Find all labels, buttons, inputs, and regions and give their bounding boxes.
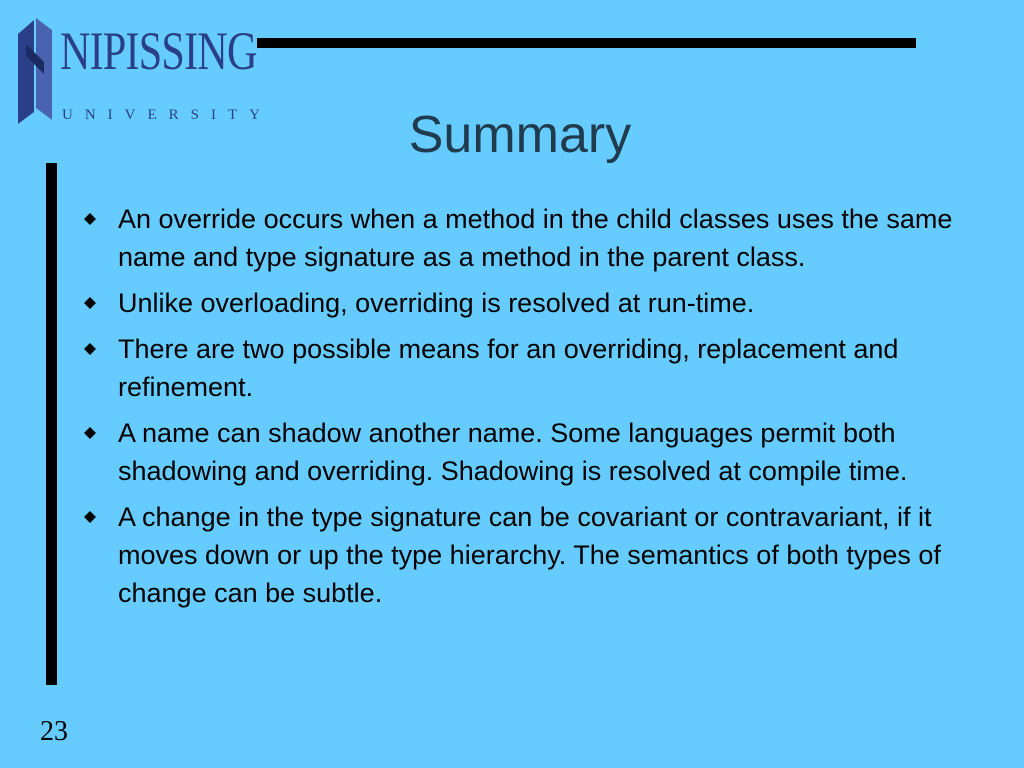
bullet-item: [84, 330, 984, 406]
bullet-text: Unlike overloading, overriding is resolved at run-time.: [118, 288, 755, 318]
bullet-item: [84, 414, 984, 490]
top-divider: [257, 38, 916, 48]
bullet-text: A change in the type signature can be covariant or contravariant, if it moves down or up the type hierarchy. The semantics of both types of change can be subtle.: [118, 502, 941, 608]
diamond-bullet-icon: [84, 427, 96, 439]
bullet-item: [84, 284, 984, 322]
diamond-bullet-icon: [84, 213, 96, 225]
page-number: 23: [40, 716, 68, 747]
diamond-bullet-icon: [84, 297, 96, 309]
bullet-text: There are two possible means for an overriding, replacement and refinement.: [118, 334, 899, 402]
diamond-bullet-icon: [84, 511, 96, 523]
slide-title: Summary: [408, 106, 632, 164]
diamond-bullet-icon: [84, 343, 96, 355]
bullet-item: [84, 200, 984, 276]
bullet-text: An override occurs when a method in the child classes uses the same name and type signature as a method in the parent class.: [118, 204, 953, 272]
logo-wordmark: NIPISSING: [60, 21, 257, 81]
logo-subtitle: UNIVERSITY: [62, 107, 272, 123]
bullet-list: [84, 200, 984, 620]
left-divider: [46, 163, 57, 685]
bullet-item: [84, 498, 984, 612]
bullet-text: A name can shadow another name. Some languages permit both shadowing and overriding. Shadowing is resolved at compile time.: [118, 418, 908, 486]
